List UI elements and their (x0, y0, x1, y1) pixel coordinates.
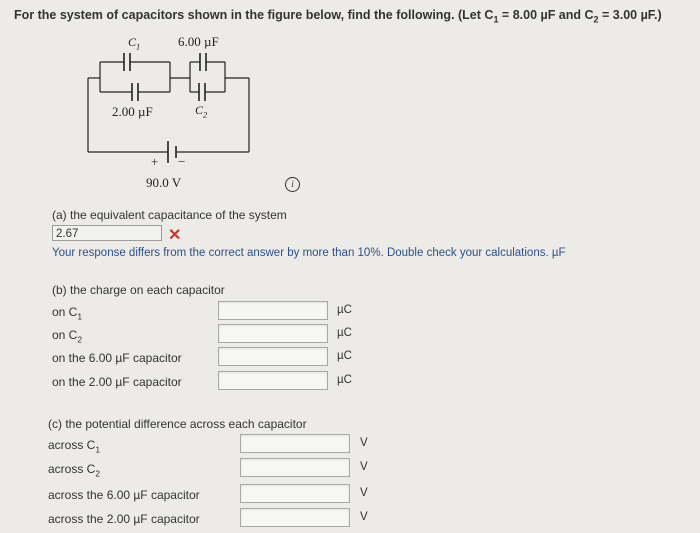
part-b-unit-c2: µC (337, 327, 352, 339)
part-c-unit-c2: V (360, 461, 368, 473)
part-b-unit-6uf: µC (337, 350, 352, 362)
cap-2uf-label: 2.00 µF (112, 104, 153, 119)
part-b-label-c1: on $C_1$ (52, 305, 83, 322)
c2-label: $C_2$ (195, 103, 208, 120)
battery-voltage-label: 90.0 V (146, 175, 182, 190)
c1-label: $C_1$ (128, 35, 141, 52)
part-b-input-2uf[interactable] (218, 371, 328, 390)
part-b-label-6uf: on the 6.00 µF capacitor (52, 351, 182, 365)
part-c-label-c1: across $C_1$ (48, 438, 101, 455)
part-b-unit-2uf: µC (337, 374, 352, 386)
part-b-input-6uf[interactable] (218, 347, 328, 366)
part-c-label-6uf: across the 6.00 µF capacitor (48, 488, 200, 502)
part-b-label-c2: on $C_2$ (52, 328, 83, 345)
part-c-input-c1[interactable] (240, 434, 350, 453)
part-c-unit-c1: V (360, 437, 368, 449)
part-b-input-c2[interactable] (218, 324, 328, 343)
part-c-title: (c) the potential difference across each capacitor (48, 417, 307, 431)
part-c-label-2uf: across the 2.00 µF capacitor (48, 512, 200, 526)
part-c-input-c2[interactable] (240, 458, 350, 477)
part-b-label-2uf: on the 2.00 µF capacitor (52, 375, 182, 389)
wrong-answer-x-icon: ✕ (168, 227, 182, 244)
part-c-input-2uf[interactable] (240, 508, 350, 527)
cap-6uf-label: 6.00 µF (178, 34, 219, 49)
part-c-unit-6uf: V (360, 487, 368, 499)
info-icon[interactable]: i (285, 177, 300, 192)
part-a-answer-field[interactable]: 2.67 (52, 225, 162, 241)
part-b-input-c1[interactable] (218, 301, 328, 320)
battery-minus-sign: − (178, 154, 186, 169)
part-a-question: (a) the equivalent capacitance of the system (52, 208, 287, 222)
battery-plus-sign: + (151, 154, 159, 169)
part-c-input-6uf[interactable] (240, 484, 350, 503)
part-c-unit-2uf: V (360, 511, 368, 523)
part-c-label-c2: across $C_2$ (48, 462, 101, 479)
part-a-feedback: Your response differs from the correct answer by more than 10%. Double check your calculations. µF (52, 247, 566, 259)
problem-statement: For the system of capacitors shown in the figure below, find the following. (Let $C_1 = 8.00$ µF and $C_2 = 3.00$ µF.) (14, 8, 662, 25)
part-b-unit-c1: µC (337, 304, 352, 316)
part-b-title: (b) the charge on each capacitor (52, 283, 225, 297)
